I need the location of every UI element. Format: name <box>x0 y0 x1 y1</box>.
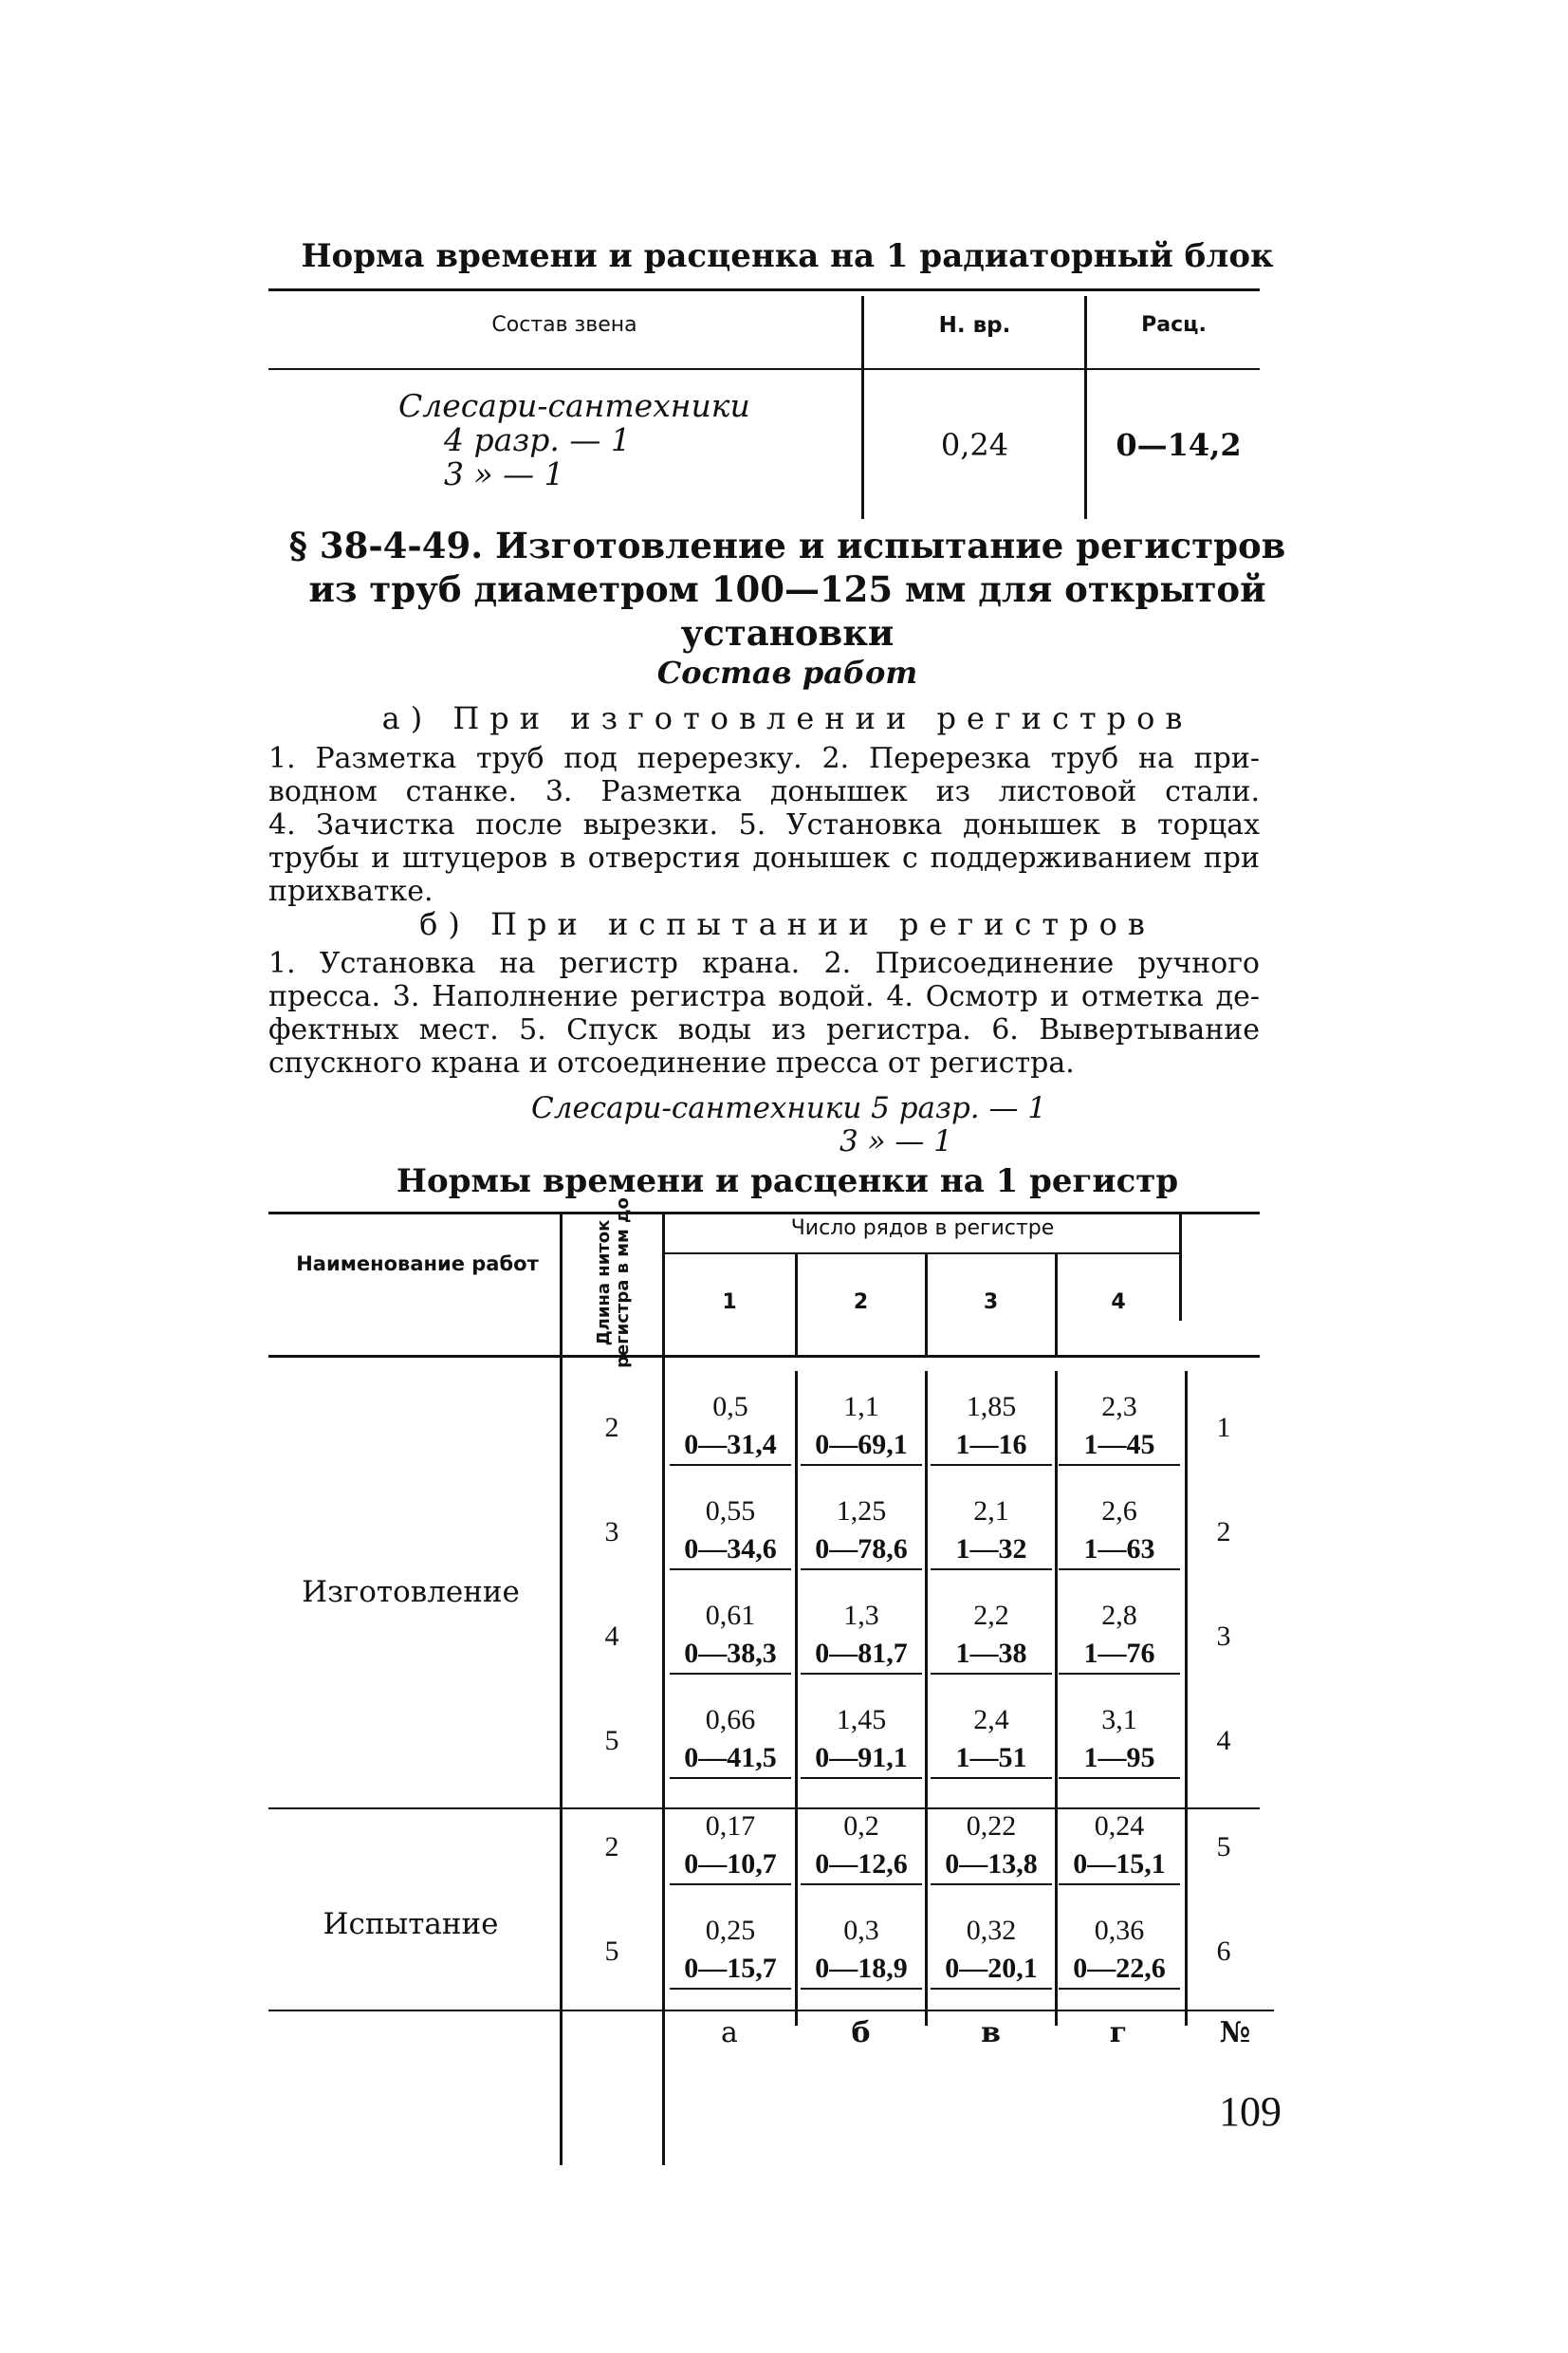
time-value: 2,6 <box>1101 1495 1137 1527</box>
length-value: 2 <box>604 1831 619 1862</box>
row-count-3: 3 <box>983 1290 999 1314</box>
block1-title: Норма времени и расценка на 1 радиаторный блок <box>301 237 1274 275</box>
time-value: 1,25 <box>836 1495 887 1527</box>
group-name-testing: Испытание <box>323 1907 499 1941</box>
row-count-1: 1 <box>722 1290 737 1314</box>
composition-line: Слесари-сантехники <box>398 387 750 424</box>
table2-head-work: Наименование работ <box>296 1252 539 1275</box>
row-count-4: 4 <box>1111 1290 1126 1314</box>
block1-head-time: Н. вр. <box>938 313 1011 338</box>
cell <box>797 1492 926 1570</box>
rate-value: 0—31,4 <box>670 1426 791 1466</box>
time-value: 0,25 <box>705 1915 756 1946</box>
cell <box>1055 1388 1184 1466</box>
rate-value: 0—12,6 <box>801 1845 922 1885</box>
rate-value: 1—76 <box>1059 1635 1180 1675</box>
block1-vline-2 <box>1084 296 1087 519</box>
subsection-b-text <box>268 947 1260 1080</box>
cell <box>927 1807 1056 1885</box>
row-number: 3 <box>1216 1621 1231 1652</box>
rate-value: 1—51 <box>931 1739 1052 1779</box>
text-line: фектных мест. 5. Спуск воды из регистра. 6. Вывертывание <box>268 1013 1260 1047</box>
row-number: 5 <box>1216 1831 1231 1862</box>
block1-head-rate: Расц. <box>1141 313 1207 337</box>
length-value: 4 <box>604 1621 619 1652</box>
subsection-a-title: а) При изготовлении регистров <box>381 700 1193 736</box>
row-number: 6 <box>1216 1936 1231 1967</box>
composition-line: 4 разр. — 1 <box>444 421 631 458</box>
composition-line: 3 » — 1 <box>444 455 564 492</box>
table2-bottom-rule <box>268 2010 1274 2011</box>
table2-vline-length <box>560 1212 563 2165</box>
section-title <box>266 524 1309 655</box>
text-line: 1. Разметка труб под перерезку. 2. Перерезка труб на при- <box>268 742 1260 775</box>
rate-value: 1—45 <box>1059 1426 1180 1466</box>
rate-value: 1—16 <box>931 1426 1052 1466</box>
time-value: 2,1 <box>973 1495 1009 1527</box>
cell <box>666 1807 795 1885</box>
rate-value: 0—18,9 <box>801 1950 922 1990</box>
time-value: 0,3 <box>843 1915 879 1946</box>
column-letter-v: в <box>981 2016 1001 2049</box>
time-value: 0,61 <box>705 1600 756 1631</box>
table2-rows-subrule <box>664 1252 1181 1254</box>
rate-value: 0—78,6 <box>801 1530 922 1570</box>
row-number-label: № <box>1219 2016 1251 2049</box>
length-value: 5 <box>604 1936 619 1967</box>
subsection-a-text <box>268 742 1260 908</box>
table2-data-sep-3 <box>1055 1371 1058 2026</box>
text-line: спускного крана и отсоединение пресса от регистра. <box>268 1047 1075 1080</box>
block1-rate-value: 0—14,2 <box>1116 427 1242 463</box>
time-value: 0,2 <box>843 1810 879 1842</box>
rate-value: 1—95 <box>1059 1739 1180 1779</box>
cell <box>797 1701 926 1779</box>
table2-head-rows: Число рядов в регистре <box>790 1216 1055 1240</box>
group-name-manufacture: Изготовление <box>302 1575 520 1609</box>
block1-composition <box>398 389 750 491</box>
work-composition-title: Состав работ <box>656 655 918 691</box>
time-value: 2,2 <box>973 1600 1009 1631</box>
cell <box>666 1912 795 1990</box>
row-number: 1 <box>1216 1412 1231 1443</box>
page-number: 109 <box>1219 2088 1282 2135</box>
time-value: 0,55 <box>705 1495 756 1527</box>
time-value: 0,66 <box>705 1704 756 1735</box>
cell <box>797 1388 926 1466</box>
cell <box>1055 1912 1184 1990</box>
block1-time-value: 0,24 <box>940 427 1009 463</box>
rate-value: 1—63 <box>1059 1530 1180 1570</box>
length-value: 2 <box>604 1412 619 1443</box>
cell <box>1055 1492 1184 1570</box>
rate-value: 0—38,3 <box>670 1635 791 1675</box>
length-value: 3 <box>604 1516 619 1547</box>
block1-top-rule <box>268 288 1260 291</box>
section-title-line: § 38-4-49. Изготовление и испытание регистров <box>288 525 1286 566</box>
rate-value: 1—38 <box>931 1635 1052 1675</box>
section-title-line: из труб диаметром 100—125 мм для открытой <box>308 568 1266 610</box>
time-value: 0,17 <box>705 1810 756 1842</box>
time-value: 0,5 <box>712 1391 748 1422</box>
block1-vline-1 <box>861 296 864 519</box>
text-line: 1. Установка на регистр крана. 2. Присоединение ручного <box>268 947 1260 980</box>
crew-line-2: 3 » — 1 <box>839 1124 952 1158</box>
time-value: 2,8 <box>1101 1600 1137 1631</box>
length-value: 5 <box>604 1725 619 1756</box>
cell <box>666 1597 795 1675</box>
time-value: 0,24 <box>1094 1810 1145 1842</box>
time-value: 1,45 <box>836 1704 887 1735</box>
crew-line-1: Слесари-сантехники 5 разр. — 1 <box>531 1091 1047 1125</box>
rate-value: 0—69,1 <box>801 1426 922 1466</box>
row-number: 4 <box>1216 1725 1231 1756</box>
rate-value: 0—34,6 <box>670 1530 791 1570</box>
rate-value: 0—81,7 <box>801 1635 922 1675</box>
rate-value: 0—15,7 <box>670 1950 791 1990</box>
rate-value: 0—13,8 <box>931 1845 1052 1885</box>
cell <box>797 1807 926 1885</box>
text-line: водном станке. 3. Разметка донышек из листовой стали. <box>268 775 1260 808</box>
rate-value: 0—41,5 <box>670 1739 791 1779</box>
column-letter-g: г <box>1109 2016 1128 2049</box>
cell <box>797 1912 926 1990</box>
cell <box>927 1597 1056 1675</box>
cell <box>927 1388 1056 1466</box>
table2-title: Нормы времени и расценки на 1 регистр <box>396 1162 1179 1200</box>
text-line: прихватке. <box>268 875 434 908</box>
table2-head-length <box>571 1197 666 1368</box>
rate-value: 0—22,6 <box>1059 1950 1180 1990</box>
section-title-line: установки <box>680 612 895 654</box>
cell <box>666 1388 795 1466</box>
rate-value: 0—10,7 <box>670 1845 791 1885</box>
cell <box>927 1912 1056 1990</box>
text-line: пресса. 3. Наполнение регистра водой. 4. Осмотр и отметка де- <box>268 980 1260 1013</box>
rate-value: 0—15,1 <box>1059 1845 1180 1885</box>
cell <box>927 1701 1056 1779</box>
rate-value: 0—91,1 <box>801 1739 922 1779</box>
cell <box>1055 1701 1184 1779</box>
cell <box>1055 1597 1184 1675</box>
row-count-2: 2 <box>853 1290 869 1314</box>
time-value: 2,4 <box>973 1704 1009 1735</box>
time-value: 0,32 <box>966 1915 1017 1946</box>
table2-top-rule <box>268 1212 1260 1214</box>
time-value: 0,22 <box>966 1810 1017 1842</box>
row-number: 2 <box>1216 1516 1231 1547</box>
head-length-text: Длина ниток регистра в мм до <box>594 1197 633 1368</box>
cell <box>1055 1807 1184 1885</box>
time-value: 1,85 <box>966 1391 1017 1422</box>
table2-data-sep-1 <box>795 1371 798 2026</box>
cell <box>797 1597 926 1675</box>
subsection-b-title: б) При испытании регистров <box>419 906 1155 942</box>
cell <box>666 1701 795 1779</box>
block1-head-rule <box>268 368 1260 370</box>
time-value: 1,1 <box>843 1391 879 1422</box>
table2-data-sep-4 <box>1185 1371 1188 2026</box>
cell <box>927 1492 1056 1570</box>
table2-data-sep-2 <box>925 1371 928 2026</box>
time-value: 1,3 <box>843 1600 879 1631</box>
column-letter-b: б <box>851 2016 871 2049</box>
time-value: 3,1 <box>1101 1704 1137 1735</box>
column-letter-a: а <box>721 2016 738 2049</box>
block1-head-composition: Состав звена <box>491 313 637 337</box>
rate-value: 0—20,1 <box>931 1950 1052 1990</box>
time-value: 2,3 <box>1101 1391 1137 1422</box>
time-value: 0,36 <box>1094 1915 1145 1946</box>
cell <box>666 1492 795 1570</box>
text-line: трубы и штуцеров в отверстия донышек с поддерживанием при <box>268 842 1260 875</box>
table2-head-rule <box>268 1355 1260 1358</box>
text-line: 4. Зачистка после вырезки. 5. Установка донышек в торцах <box>268 808 1260 842</box>
rate-value: 1—32 <box>931 1530 1052 1570</box>
